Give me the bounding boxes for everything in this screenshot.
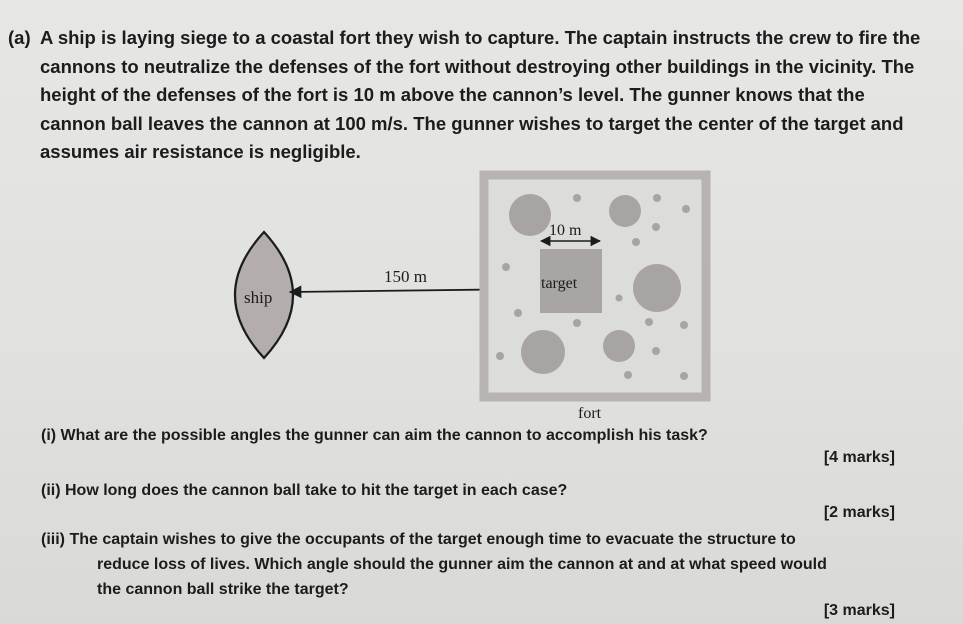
distance-label: 150 m (384, 267, 427, 286)
intro-line: cannons to neutralize the defenses of the fort without destroying other buildings in the vicinity. The (40, 55, 915, 77)
question-i: (i) What are the possible angles the gunner can aim the cannon to accomplish his task? (41, 427, 708, 444)
intro-line: (a) A ship is laying siege to a coastal fort they wish to capture. The captain instructs the crew to fire the (8, 24, 928, 53)
target-label: target (541, 275, 578, 292)
question-iii (41, 527, 827, 602)
question-iii-line: the cannon ball strike the target? (97, 581, 349, 598)
building-circle (603, 330, 635, 362)
part-a-label: (a) (8, 27, 31, 48)
building-circle (633, 264, 681, 312)
question-iii-line: reduce loss of lives. Which angle should the gunner aim the cannon at and at what speed would (97, 556, 827, 573)
ship-label: ship (244, 288, 273, 307)
marks-ii: [2 marks] (823, 504, 895, 521)
question-iii-line: (iii) The captain wishes to give the occupants of the target enough time to evacuate the structure to (41, 531, 796, 548)
intro-line: cannon ball leaves the cannon at 100 m/s. The gunner wishes to target the center of the target and (40, 112, 904, 134)
marks-i: [4 marks] (823, 449, 895, 466)
fort-label: fort (578, 405, 602, 422)
building-circle (521, 330, 565, 374)
intro-line: assumes air resistance is negligible. (40, 141, 361, 162)
marks-iii: [3 marks] (823, 602, 895, 619)
question-ii: (ii) How long does the cannon ball take to hit the target in each case? (41, 482, 568, 499)
building-circle (609, 195, 641, 227)
intro-line: height of the defenses of the fort is 10 m above the cannon’s level. The gunner knows that the (40, 84, 865, 105)
width-label: 10 m (549, 222, 582, 239)
building-circle (509, 194, 551, 236)
